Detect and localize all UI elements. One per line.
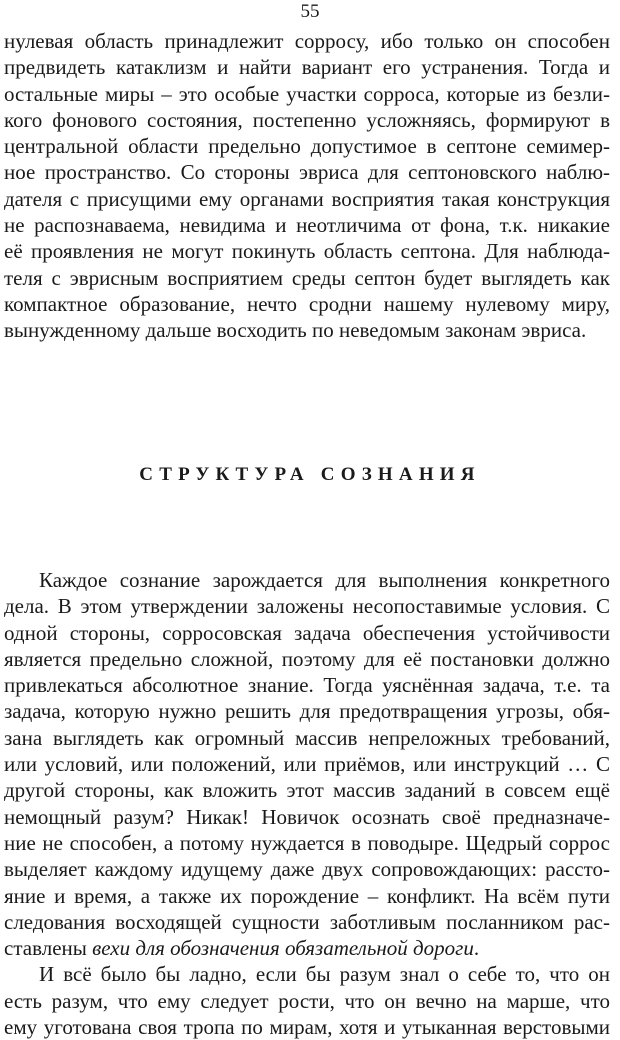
page-number: 55 [300,1,320,22]
text-line-with-emphasis [4,935,610,961]
italic-emphasis: вехи для обозначения обязательной дороги [92,936,474,961]
text-line: компактное образование, нечто сродни нашему нулевому миру, [4,291,610,316]
text-line: зана выглядеть как огромный массив непреложных требований, [4,725,610,750]
text-run: . [473,936,480,961]
text-line: вынужденному дальше восходить по неведомым законам эвриса. [4,318,587,343]
text-line: кого фонового состояния, постепенно усложняясь, формируют в [4,107,610,132]
text-line: её проявления не могут покинуть область септона. Для наблюда- [4,239,610,264]
text-line: дела. В этом утверждении заложены несопоставимые условия. С [4,594,610,619]
text-run: ставлены [4,936,93,961]
text-line: привлекаться абсолютное знание. Тогда уяснённая задача, т.е. та [4,673,610,698]
text-line: немощный разум? Никак! Новичок осознать своё предназначе- [4,804,610,829]
text-line: нулевая область принадлежит сорросу, ибо только он способен [4,29,610,53]
text-line: или условий, или положений, или приёмов, или инструкций … С [4,752,610,777]
text-line: дателя с присущими ему органами восприятия такая конструкция [4,186,610,211]
text-line: следования восходящей сущности заботливым посланником рас- [4,909,610,934]
text-line: ное пространство. Со стороны эвриса для септоновского наблю- [4,160,610,185]
text-line: И всё было бы ладно, если бы разум знал о себе то, что он [39,962,610,987]
text-line: Каждое сознание зарождается для выполнения конкретного [39,568,610,592]
text-line: является предельно сложной, поэтому для её постановки должно [4,646,610,671]
text-line: не распознаваема, невидима и неотличима от фона, т.к. никакие [4,213,610,238]
text-line: остальные миры – это особые участки сорроса, которые из безли- [4,81,610,106]
text-line: ние не способен, а потому нуждается в поводыре. Щедрый соррос [4,830,610,855]
body-paragraphs [4,567,610,1040]
text-line: центральной области предельно допустимое в септоне семимер- [4,134,610,159]
text-line: другой стороны, как вложить этот массив заданий в совсем ещё [4,778,610,803]
text-line: яние и время, а также их порождение – конфликт. На всём пути [4,883,610,908]
text-line: предвидеть катаклизм и найти вариант его устранения. Тогда и [4,55,610,80]
text-line: есть разум, что ему следует рости, что он вечно на марше, что [4,988,610,1013]
text-line: выделяет каждому идущему даже двух сопровождающих: рассто- [4,857,610,882]
text-line: ему уготована своя тропа по мирам, хотя и утыканная верстовыми [4,1015,610,1040]
section-heading: СТРУКТУРА СОЗНАНИЯ [139,464,481,485]
text-line: одной стороны, сорросовская задача обеспечения устойчивости [4,620,610,645]
text-line: задача, которую нужно решить для предотвращения угрозы, обя- [4,699,610,724]
text-line: теля с эврисным восприятием среды септон будет выглядеть как [4,265,610,290]
top-paragraph [4,28,610,344]
